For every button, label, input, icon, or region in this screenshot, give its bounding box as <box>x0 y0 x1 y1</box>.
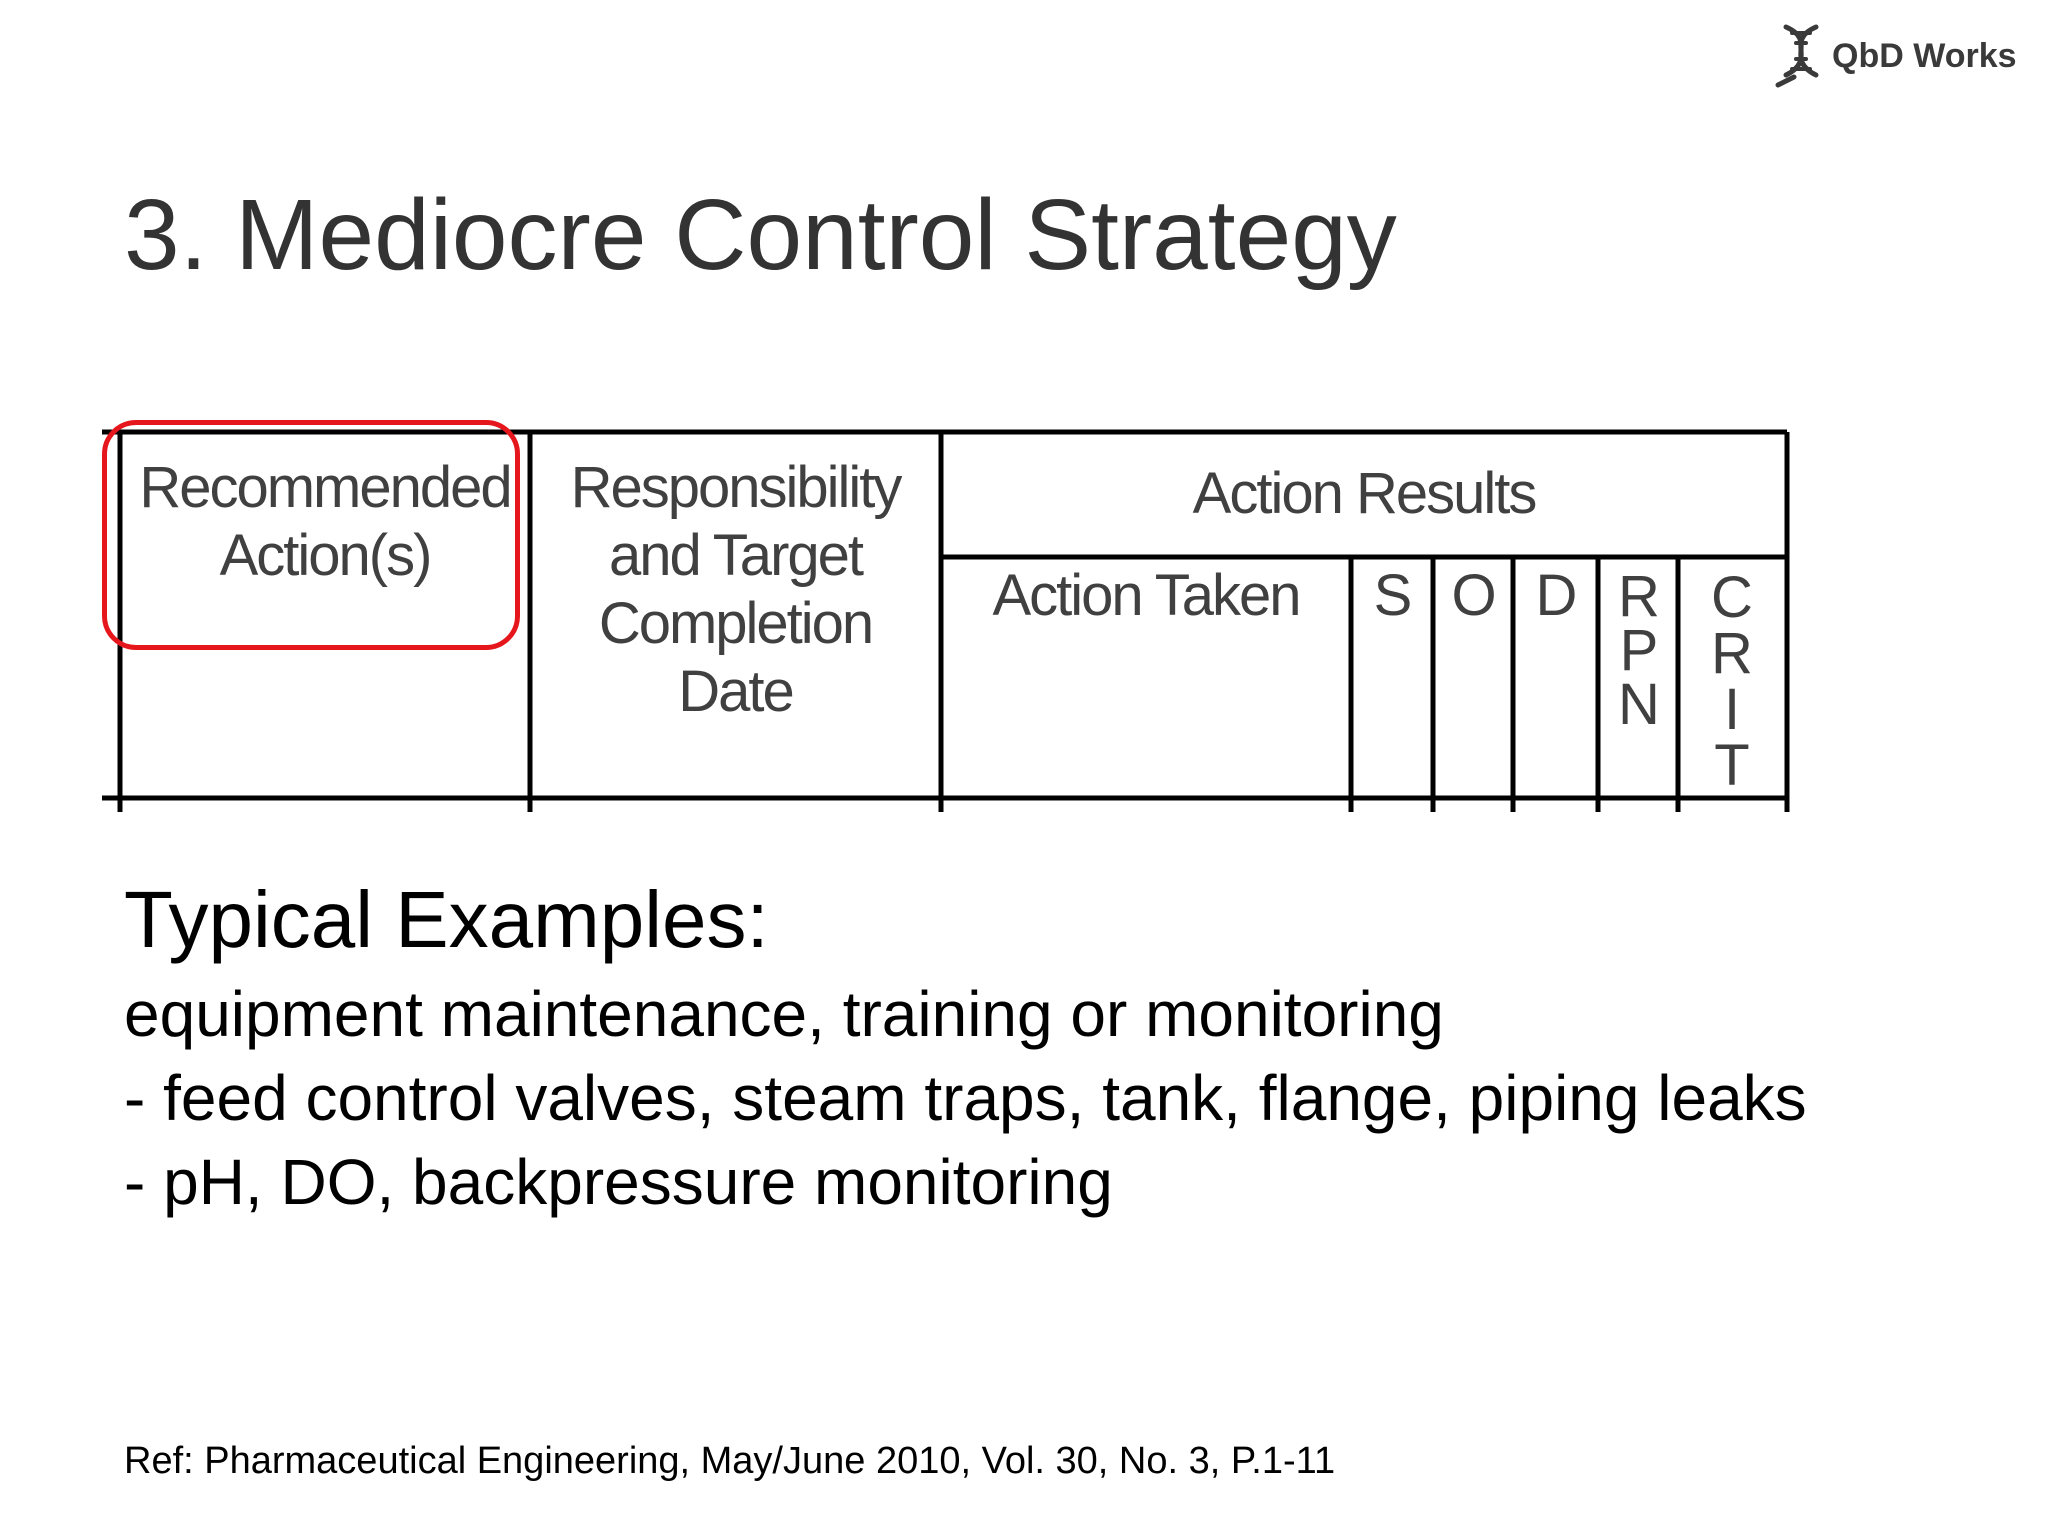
examples-line: equipment maintenance, training or monitoring <box>124 978 1444 1050</box>
header-rpn-letter: R <box>1618 564 1660 629</box>
highlight-box <box>102 420 520 650</box>
header-rpn <box>1608 564 1670 737</box>
logo <box>1772 16 2017 96</box>
examples-heading: Typical Examples: <box>124 875 769 964</box>
header-rpn-letter: N <box>1618 672 1660 737</box>
header-action-results: Action Results <box>1192 461 1536 526</box>
header-crit-letter: I <box>1723 677 1741 742</box>
header-s: S <box>1373 563 1411 628</box>
header-recommended-actions: Recommended Action(s) <box>139 455 511 588</box>
header-crit-letter: R <box>1711 621 1753 686</box>
slide-title: 3. Mediocre Control Strategy <box>124 179 1397 291</box>
header-crit-letter: C <box>1711 565 1753 630</box>
logo-text: QbD Works <box>1832 36 2017 75</box>
examples-line: - feed control valves, steam traps, tank, flange, piping leaks <box>124 1062 1807 1134</box>
examples-list <box>124 972 1807 1224</box>
fmea-table <box>100 420 1800 820</box>
header-o: O <box>1451 563 1495 628</box>
header-crit <box>1702 565 1762 798</box>
examples-line: - pH, DO, backpressure monitoring <box>124 1146 1113 1218</box>
header-action-taken: Action Taken <box>992 563 1300 628</box>
reference-citation: Ref: Pharmaceutical Engineering, May/June 2010, Vol. 30, No. 3, P.1-11 <box>124 1440 1336 1482</box>
header-crit-letter: T <box>1714 733 1750 798</box>
header-responsibility: Responsibility and Target Completion Date <box>570 455 901 724</box>
header-rpn-letter: P <box>1619 618 1659 683</box>
header-d: D <box>1535 563 1576 628</box>
dna-helix-icon <box>1772 19 1830 93</box>
